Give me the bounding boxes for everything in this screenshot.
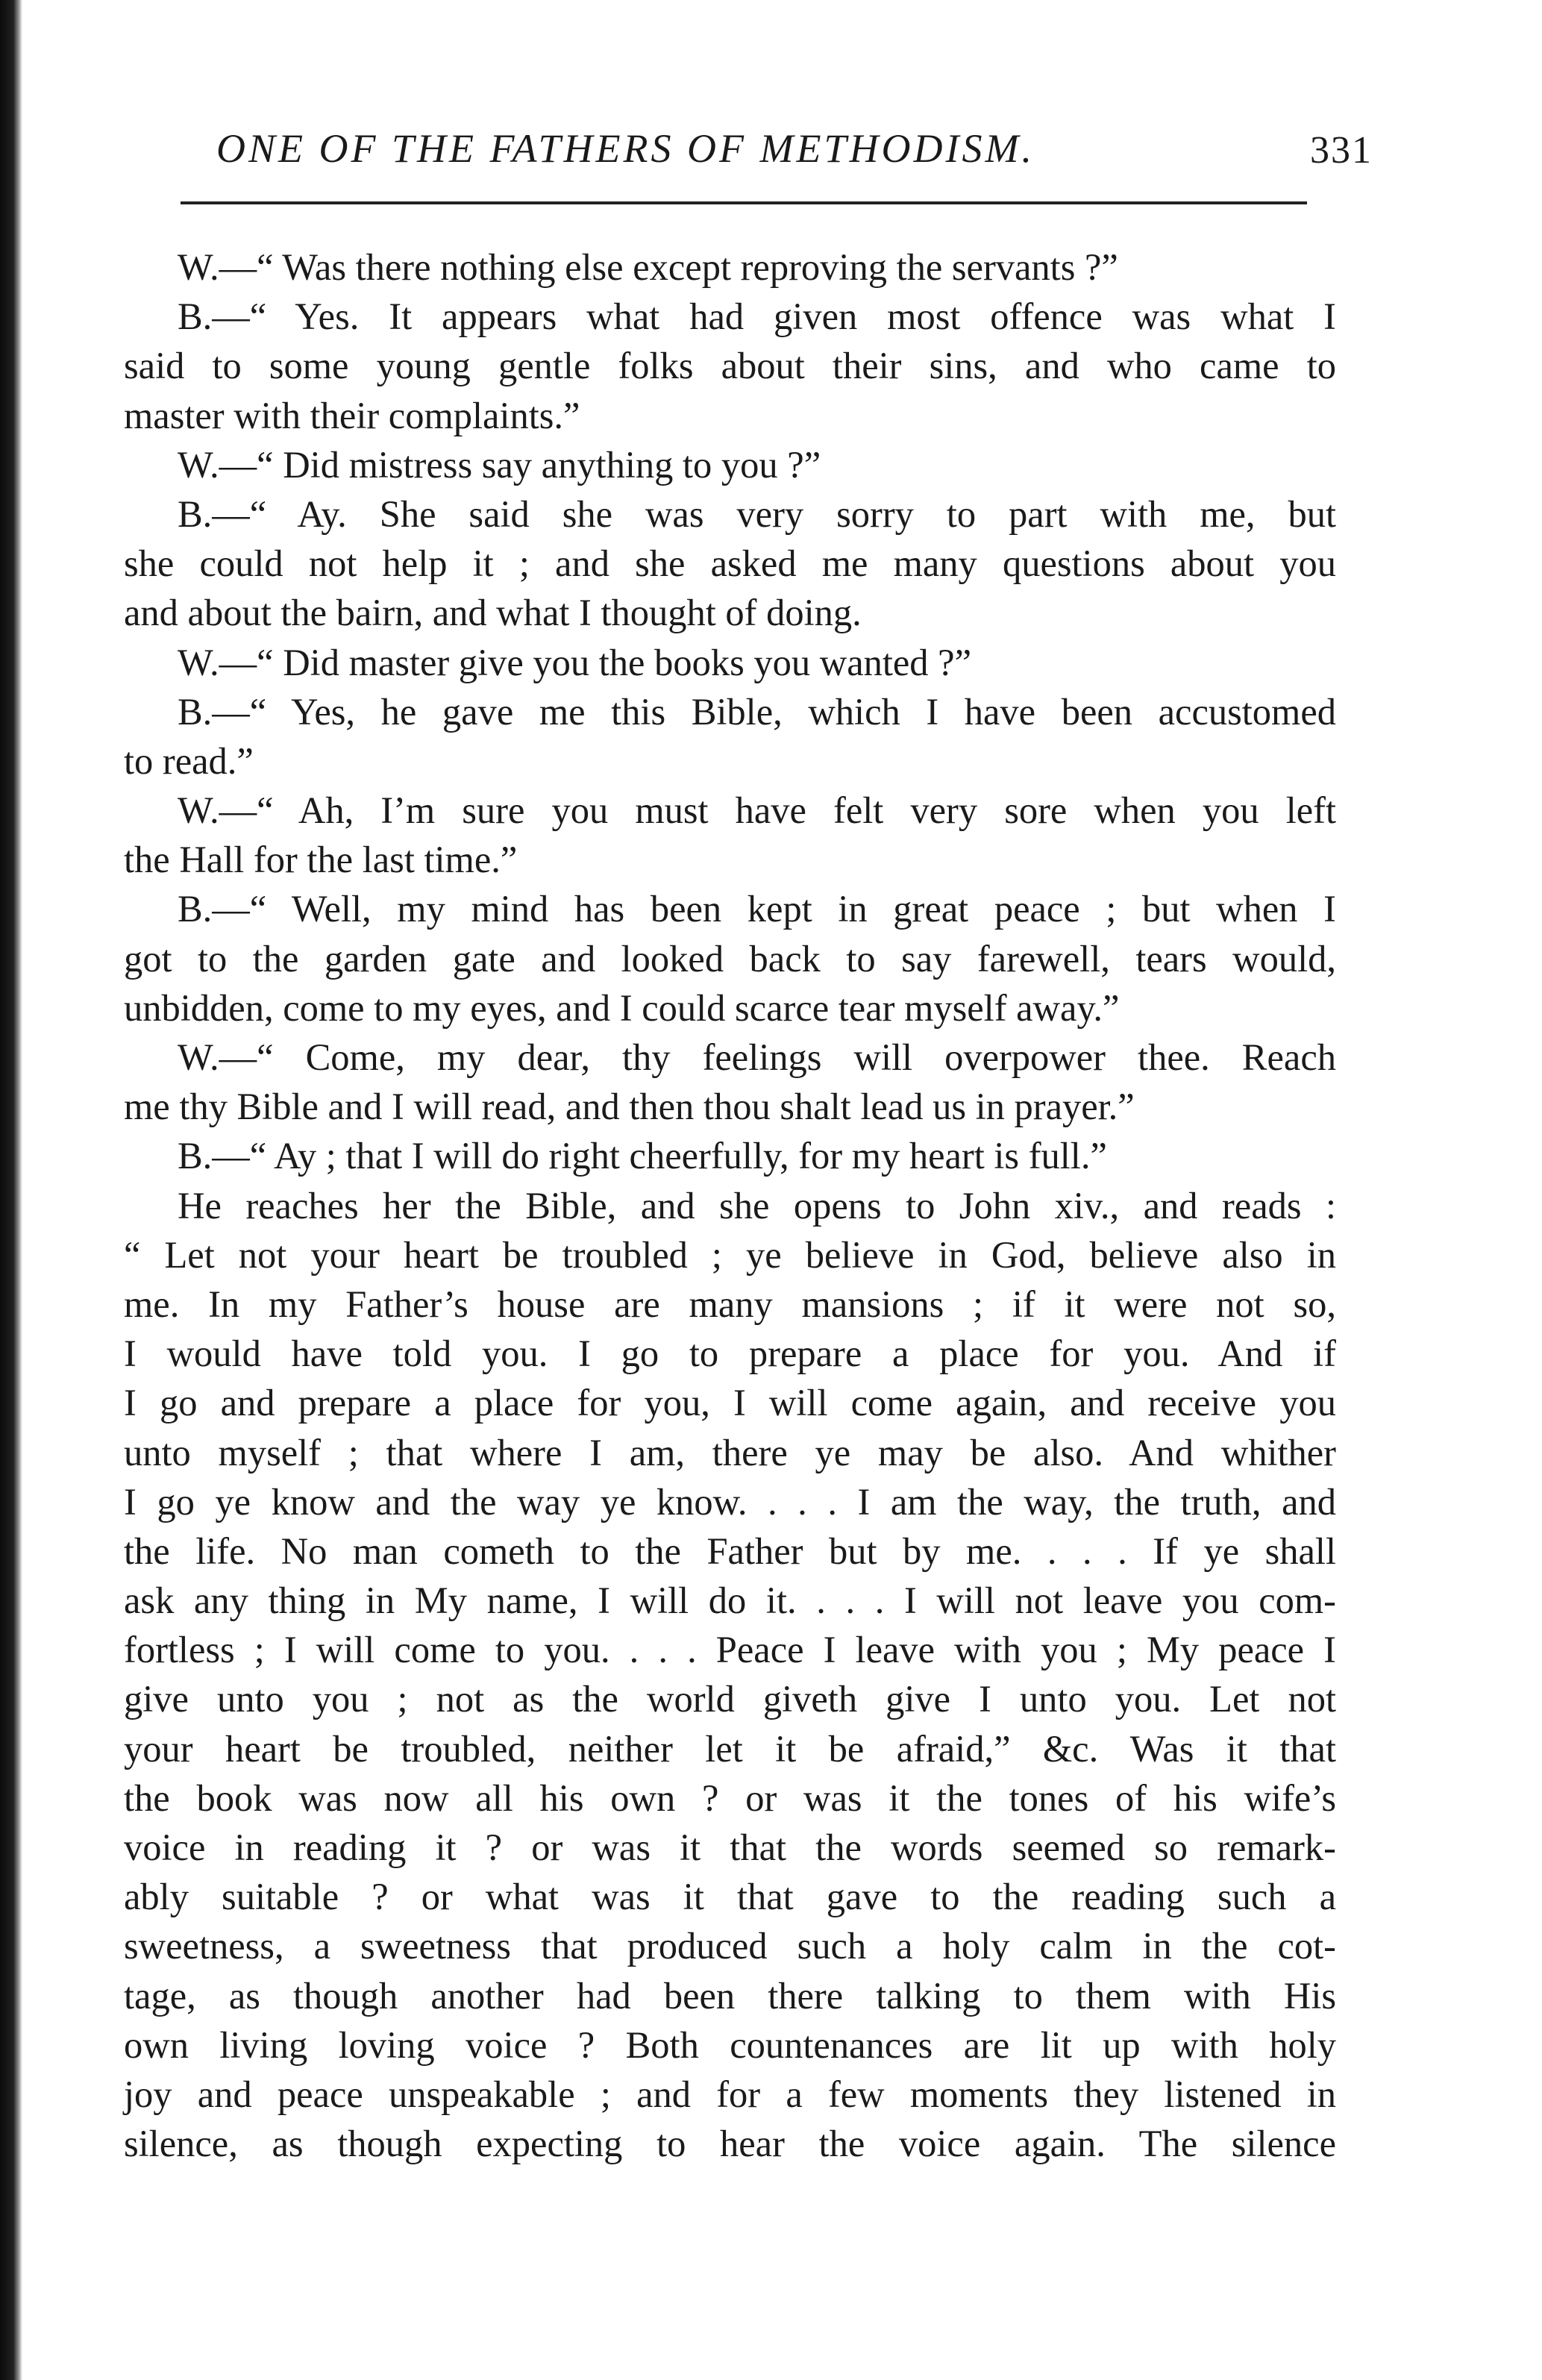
text-line: He reaches her the Bible, and she opens to John xiv., and reads : [178, 1184, 1336, 1227]
text-line: me. In my Father’s house are many mansions ; if it were not so, [124, 1283, 1336, 1325]
text-line: W.—“ Was there nothing else except reproving the servants ?” [178, 246, 1118, 288]
text-line: fortless ; I will come to you. . . . Peace I leave with you ; My peace I [124, 1629, 1336, 1671]
text-line: the life. No man cometh to the Father but by me. . . . If ye shall [124, 1529, 1336, 1572]
text-line: me thy Bible and I will read, and then thou shalt lead us in prayer.” [124, 1086, 1135, 1128]
text-line: the book was now all his own ? or was it the tones of his wife’s [124, 1776, 1336, 1819]
header-rule [181, 201, 1307, 204]
text-line: unto myself ; that where I am, there ye may be also. And whither [124, 1431, 1336, 1474]
text-line: master with their complaints.” [124, 394, 580, 436]
text-line: W.—“ Come, my dear, thy feelings will overpower thee. Reach [178, 1036, 1336, 1078]
text-line: B.—“ Well, my mind has been kept in great peace ; but when I [178, 888, 1336, 930]
text-line: “ Let not your heart be troubled ; ye believe in God, believe also in [124, 1233, 1336, 1276]
body-text [124, 242, 1336, 2168]
text-line: and about the bairn, and what I thought of doing. [124, 592, 862, 634]
text-line: sweetness, a sweetness that produced such a holy calm in the cot- [124, 1925, 1336, 1967]
text-line: I would have told you. I go to prepare a place for you. And if [124, 1333, 1336, 1375]
text-line: give unto you ; not as the world giveth give I unto you. Let not [124, 1678, 1336, 1720]
text-line: ask any thing in My name, I will do it. . . . I will not leave you com- [124, 1579, 1336, 1622]
text-line: she could not help it ; and she asked me many questions about you [124, 542, 1336, 585]
text-line: tage, as though another had been there talking to them with His [124, 1974, 1336, 2017]
binding-edge [0, 0, 22, 2380]
text-line: I go and prepare a place for you, I will come again, and receive you [124, 1382, 1336, 1424]
page-number: 331 [1310, 129, 1373, 172]
text-line: W.—“ Did mistress say anything to you ?” [178, 443, 821, 486]
text-line: B.—“ Yes. It appears what had given most offence was what I [178, 295, 1336, 338]
text-line: W.—“ Did master give you the books you wanted ?” [178, 641, 972, 683]
text-line: voice in reading it ? or was it that the words seemed so remark- [124, 1826, 1336, 1868]
text-line: got to the garden gate and looked back to say farewell, tears would, [124, 937, 1336, 980]
text-line: own living loving voice ? Both countenances are lit up with holy [124, 2023, 1336, 2066]
text-line: the Hall for the last time.” [124, 839, 518, 881]
text-line: B.—“ Ay ; that I will do right cheerfully, for my heart is full.” [178, 1135, 1107, 1177]
text-line: unbidden, come to my eyes, and I could scarce tear myself away.” [124, 986, 1120, 1029]
text-line: said to some young gentle folks about their sins, and who came to [124, 345, 1336, 387]
text-line: silence, as though expecting to hear the voice again. The silence [124, 2123, 1336, 2165]
page-header [179, 119, 1373, 187]
text-line: your heart be troubled, neither let it be afraid,” &c. Was it that [124, 1727, 1336, 1770]
text-line: B.—“ Ay. She said she was very sorry to part with me, but [178, 492, 1336, 535]
text-line: W.—“ Ah, I’m sure you must have felt very sore when you left [178, 789, 1336, 832]
text-line: joy and peace unspeakable ; and for a few moments they listened in [124, 2073, 1336, 2115]
text-line: I go ye know and the way ye know. . . . I am the way, the truth, and [124, 1480, 1336, 1523]
text-line: to read.” [124, 739, 254, 782]
text-line: ably suitable ? or what was it that gave to the reading such a [124, 1876, 1336, 1918]
running-title: ONE OF THE FATHERS OF METHODISM. [216, 126, 1035, 171]
text-line: B.—“ Yes, he gave me this Bible, which I have been accustomed [178, 690, 1336, 733]
